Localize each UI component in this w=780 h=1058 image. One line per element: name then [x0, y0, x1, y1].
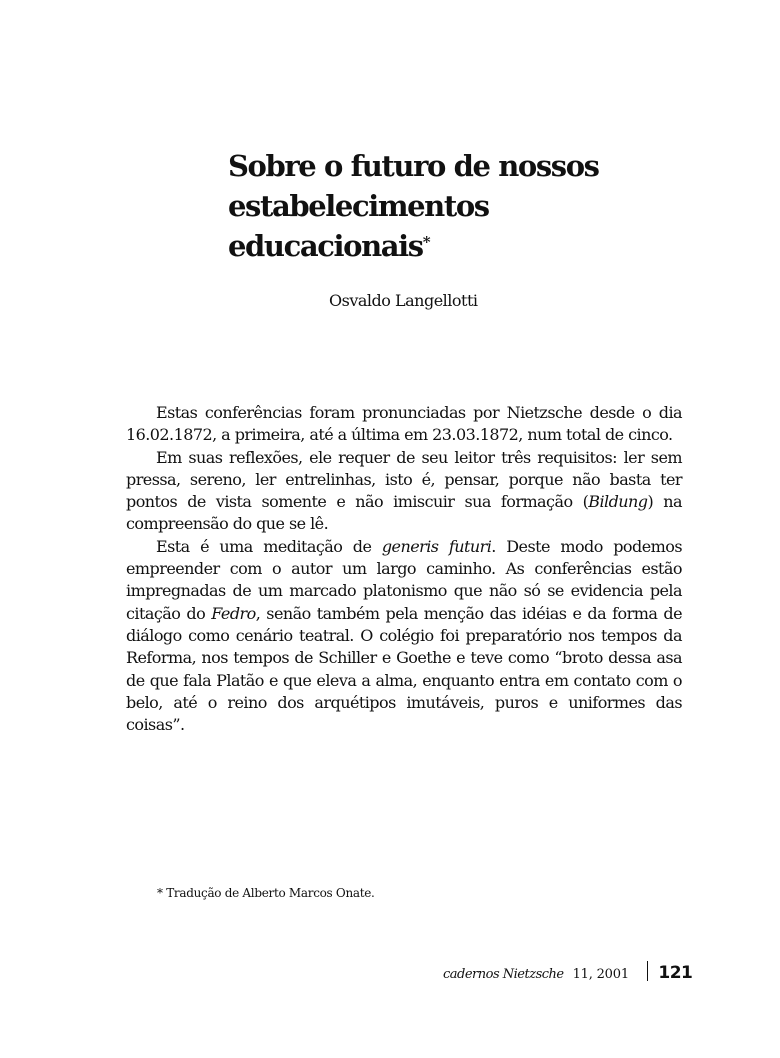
paragraph-2-italic: Bildung — [588, 492, 648, 512]
footer-divider — [647, 961, 649, 981]
article-title — [228, 146, 688, 266]
footnote-mark: * — [157, 886, 163, 900]
paragraph-1-text: Estas conferências foram pronunciadas por Nietzsche desde o dia 16.02.1872, a primeira, até a última em 23.03.1872, num total de cinco. — [126, 403, 682, 445]
footnote-text: Tradução de Alberto Marcos Onate. — [166, 886, 375, 900]
page-number: 121 — [658, 963, 693, 983]
paragraph-3 — [126, 536, 682, 737]
title-line-1: Sobre o futuro de nossos — [228, 149, 599, 183]
journal-name: cadernos Nietzsche — [443, 967, 564, 982]
page-footer — [443, 958, 692, 983]
paragraph-1 — [126, 402, 682, 447]
paragraph-3-text-c: , senão também pela menção das idéias e da forma de diálogo como cenário teatral. O colégio foi preparatório nos tempos da Reforma, nos tempos de Schiller e Goethe e teve como “broto dessa asa de que fala Platão e que eleva a alma, enquanto entra em contato com o belo, até o reino dos arquétipos imutáveis, puros e uniformes das coisas”. — [126, 603, 682, 735]
journal-volume: 11, 2001 — [572, 967, 629, 982]
footnote — [157, 886, 375, 900]
article-body — [126, 402, 682, 736]
author-name: Osvaldo Langellotti — [329, 291, 478, 310]
paragraph-3-text-a: Esta é uma meditação de — [156, 536, 382, 556]
title-line-3: educacionais — [228, 229, 423, 263]
paragraph-2-text-b: ) na compreensão do que se lê. — [126, 492, 682, 534]
paragraph-2 — [126, 447, 682, 536]
title-line-2: estabelecimentos — [228, 189, 489, 223]
paragraph-3-text-b: . Deste modo podemos empreender com o autor um largo caminho. As conferências estão impregnadas de um marcado platonismo que não só se evidencia pela citação do — [126, 536, 682, 623]
title-footnote-mark: * — [422, 233, 431, 251]
paragraph-3-italic-b: Fedro — [211, 603, 256, 623]
paragraph-3-italic-a: generis futuri — [381, 536, 492, 556]
paragraph-2-text-a: Em suas reflexões, ele requer de seu leitor três requisitos: ler sem pressa, sereno, ler entrelinhas, isto é, pensar, porque não basta ter pontos de vista somente e não imiscuir sua formação ( — [126, 447, 682, 512]
